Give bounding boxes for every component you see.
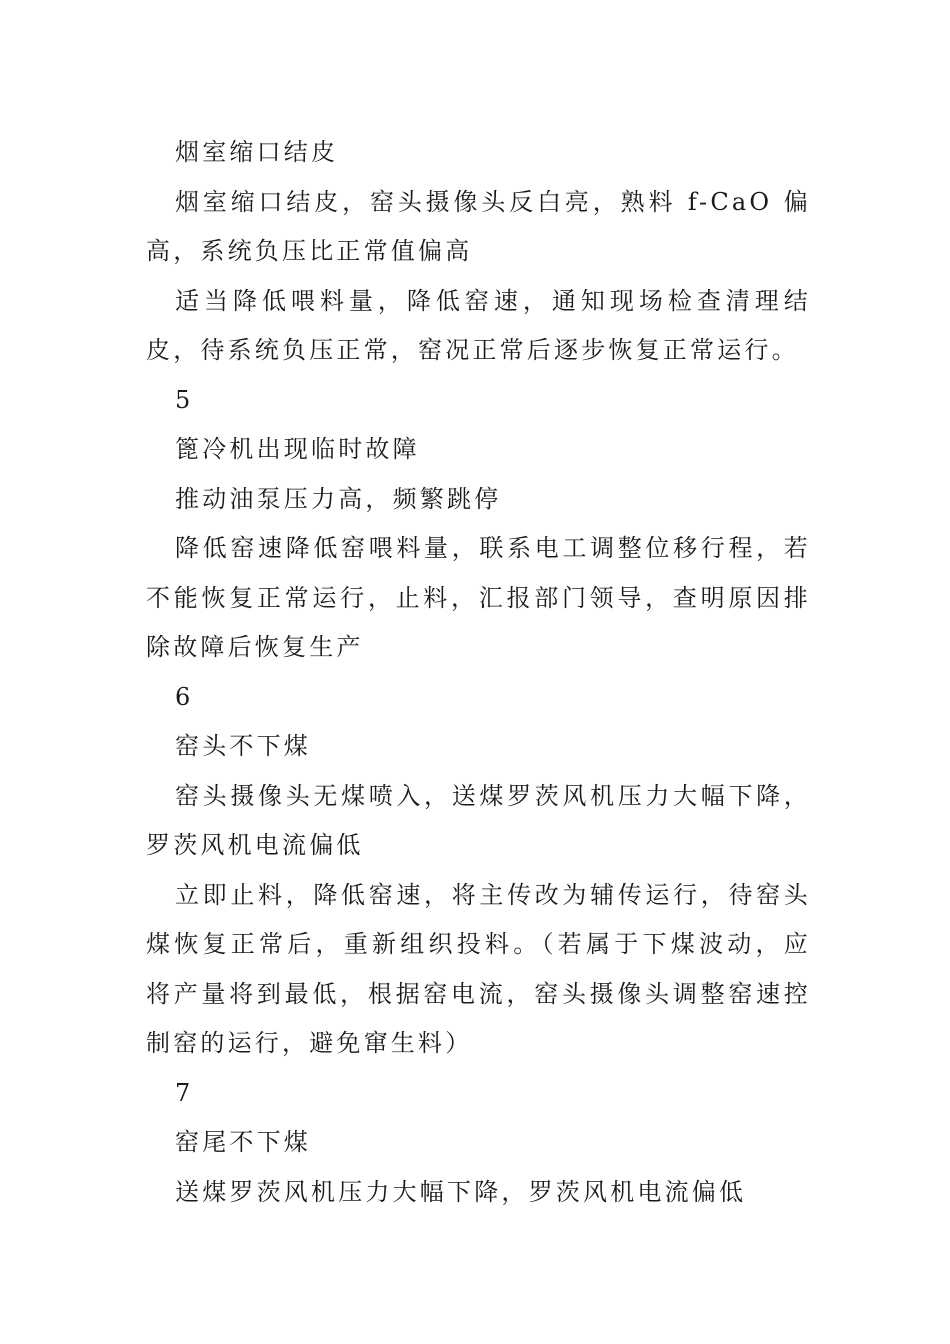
paragraph-fault-title: 烟室缩口结皮 [175,138,339,166]
document-body [146,128,811,1217]
paragraph-item-number: 5 [175,385,194,414]
paragraph-action: 降低窑速降低窑喂料量，联系电工调整位移行程，若不能恢复正常运行，止料，汇报部门领导，查明原因排除故障后恢复生产 [146,534,811,661]
paragraph-action: 立即止料，降低窑速，将主传改为辅传运行，待窑头煤恢复正常后，重新组织投料。（若属于下煤波动，应将产量将到最低，根据窑电流，窑头摄像头调整窑速控制窑的运行，避免窜生料） [146,880,811,1057]
paragraph-symptom: 送煤罗茨风机压力大幅下降，罗茨风机电流偏低 [175,1177,747,1206]
paragraph-item-number: 6 [175,682,194,711]
paragraph-symptom: 烟室缩口结皮，窑头摄像头反白亮，熟料 f-CaO 偏高，系统负压比正常值偏高 [146,187,811,265]
paragraph-fault-title: 篦冷机出现临时故障 [175,435,420,463]
paragraph-symptom: 窑头摄像头无煤喷入，送煤罗茨风机压力大幅下降，罗茨风机电流偏低 [146,781,811,859]
paragraph-fault-title: 窑头不下煤 [175,732,311,760]
paragraph-symptom: 推动油泵压力高，频繁跳停 [175,484,502,513]
paragraph-fault-title: 窑尾不下煤 [175,1128,311,1156]
paragraph-action: 适当降低喂料量，降低窑速，通知现场检查清理结皮，待系统负压正常，窑况正常后逐步恢复正常运行。 [146,286,811,364]
paragraph-item-number: 7 [175,1078,194,1107]
